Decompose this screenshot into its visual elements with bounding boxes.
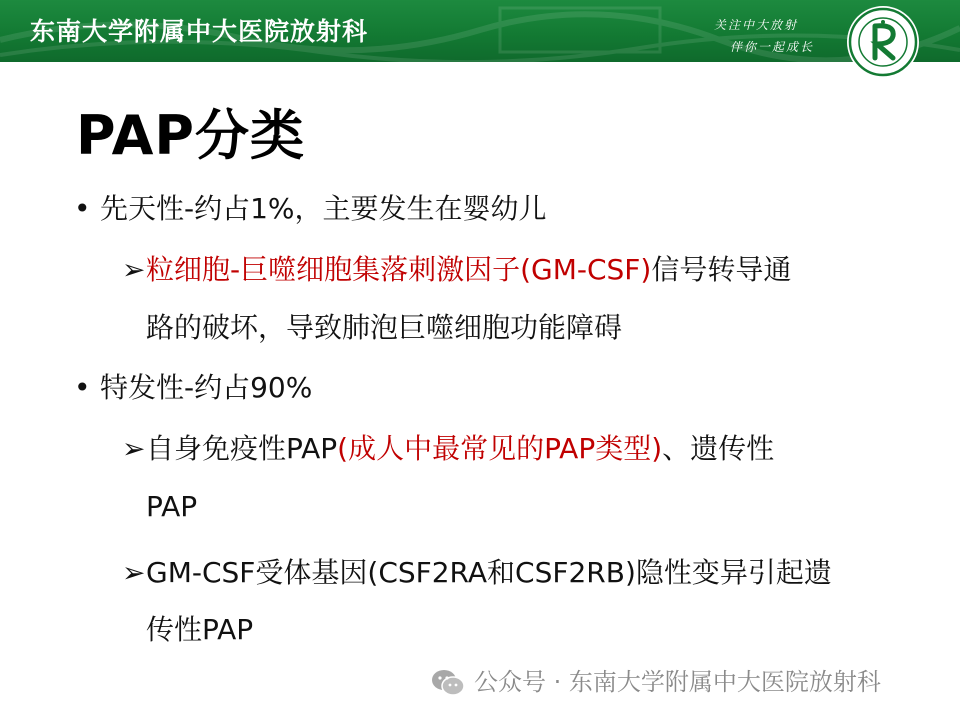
gmcsf-red-text: 粒细胞-巨噬细胞集落刺激因子(GM-CSF) — [146, 253, 652, 286]
header-bar — [0, 0, 960, 62]
arrow-bullet-icon: ➢ — [122, 432, 146, 465]
hospital-radiology-logo-icon — [845, 4, 921, 80]
header-title: 东南大学附属中大医院放射科 — [30, 17, 369, 46]
sub-bullet-receptor-gene — [122, 553, 832, 593]
sub-bullet-gmcsf-line2: 路的破坏，导致肺泡巨噬细胞功能障碍 — [146, 311, 623, 344]
arrow-bullet-icon: ➢ — [122, 253, 146, 286]
header-slogan-line1: 关注中大放射 — [714, 18, 799, 32]
bullet-dot: • — [74, 192, 91, 225]
footer-watermark — [430, 664, 881, 700]
bullet-idiopathic-text: 特发性-约占90% — [100, 371, 313, 404]
wechat-icon — [430, 668, 466, 698]
bullet-dot: • — [74, 371, 91, 404]
slide-title: PAP分类 — [76, 104, 305, 167]
sub-bullet-autoimmune-line2: PAP — [146, 490, 198, 523]
arrow-bullet-icon: ➢ — [122, 556, 146, 589]
autoimmune-red-text: (成人中最常见的PAP类型) — [337, 432, 663, 465]
bullet-idiopathic — [74, 368, 312, 408]
footer-text: 公众号 · 东南大学附属中大医院放射科 — [474, 668, 881, 696]
bullet-congenital-text: 先天性-约占1%，主要发生在婴幼儿 — [100, 192, 547, 225]
hereditary-text: 、遗传性 — [662, 432, 775, 465]
bullet-congenital — [74, 189, 547, 229]
header-slogan-line2: 伴你一起成长 — [730, 40, 815, 54]
autoimmune-text: 自身免疫性PAP — [146, 432, 338, 465]
sub-bullet-receptor-gene-line2: 传性PAP — [146, 613, 254, 646]
receptor-gene-text: GM-CSF受体基因(CSF2RA和CSF2RB)隐性变异引起遗 — [146, 556, 832, 589]
signal-text: 信号转导通 — [651, 253, 792, 286]
sub-bullet-gmcsf-disruption — [122, 250, 791, 290]
sub-bullet-autoimmune — [122, 429, 774, 469]
